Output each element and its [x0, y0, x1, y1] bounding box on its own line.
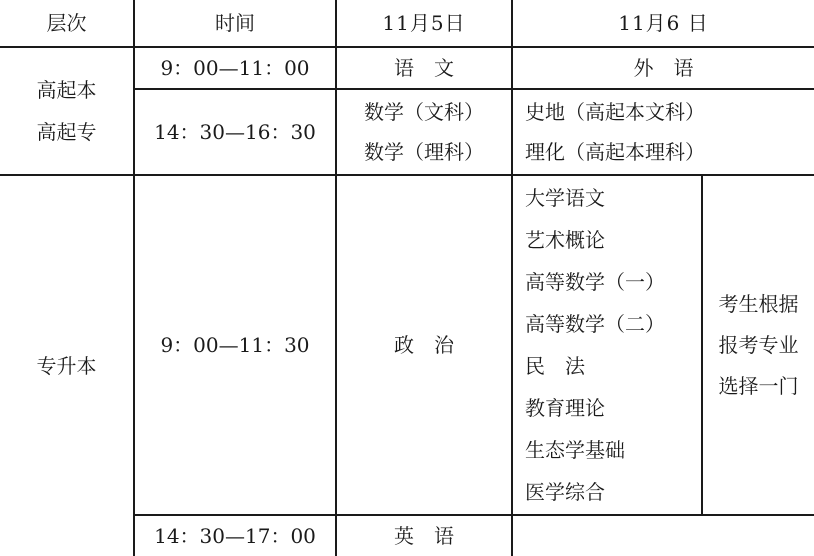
gaoqi-afternoon-nov5-2: 数学（理科）: [364, 140, 484, 164]
zsb-subject-7: 生态学基础: [525, 438, 625, 462]
zsb-subject-6: 教育理论: [525, 396, 605, 420]
zsb-note-1: 考生根据: [718, 292, 799, 316]
zsb-note-2: 报考专业: [718, 333, 799, 357]
gaoqi-morning-nov5: 语 文: [394, 56, 454, 80]
zsb-note-3: 选择一门: [718, 374, 799, 398]
zsb-subject-5: 民 法: [525, 354, 585, 378]
zsb-level: 专升本: [36, 354, 97, 378]
header-nov5: 11月5日: [382, 11, 466, 35]
zsb-morning-nov5: 政 治: [394, 333, 454, 357]
gaoqi-morning-nov6: 外 语: [633, 56, 694, 80]
zsb-afternoon-nov6: [513, 516, 814, 556]
zsb-afternoon-nov5: 英 语: [394, 524, 454, 548]
gaoqi-afternoon-nov6-2: 理化（高起本理科）: [525, 140, 705, 164]
gaoqi-level-cell: [0, 48, 133, 174]
zsb-subject-8: 医学综合: [525, 480, 605, 504]
gaoqi-afternoon-nov6-1: 史地（高起本文科）: [525, 100, 705, 124]
gaoqi-afternoon-time: 14：30—16：30: [154, 120, 316, 144]
zsb-subject-4: 高等数学（二）: [525, 312, 665, 336]
header-level: 层次: [46, 11, 87, 35]
zsb-subject-1: 大学语文: [525, 186, 605, 210]
zsb-afternoon-time: 14：30—17：00: [154, 524, 316, 548]
gaoqi-afternoon-nov6: [513, 90, 814, 174]
gaoqi-afternoon-nov5-1: 数学（文科）: [364, 100, 484, 124]
gaoqi-level-2: 高起专: [36, 120, 97, 144]
gaoqi-morning-time: 9：00—11：00: [160, 56, 310, 80]
zsb-morning-time: 9：00—11：30: [160, 333, 310, 357]
zsb-subject-2: 艺术概论: [525, 228, 605, 252]
gaoqi-afternoon-nov5: [337, 90, 511, 174]
header-nov6: 11月6 日: [618, 11, 709, 35]
header-time: 时间: [215, 11, 255, 35]
zsb-subject-3: 高等数学（一）: [525, 270, 665, 294]
gaoqi-level-1: 高起本: [36, 78, 97, 102]
zsb-morning-nov6-subjects: [513, 176, 701, 514]
zsb-morning-nov6-note: [703, 176, 814, 514]
